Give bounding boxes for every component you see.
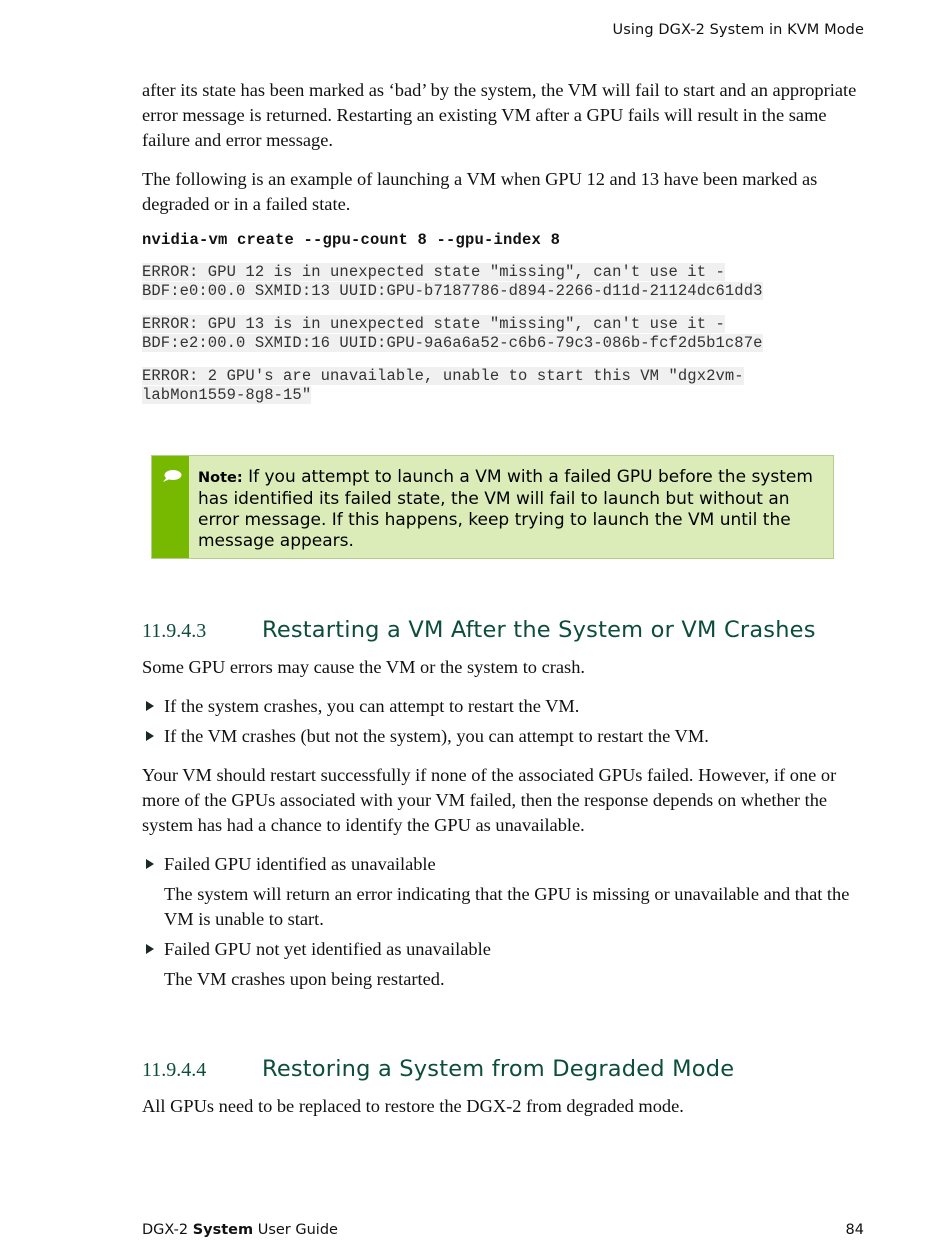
section-heading-restarting bbox=[142, 617, 864, 643]
error-3-line-1: ERROR: 2 GPU's are unavailable, unable to start this VM "dgx2vm- bbox=[142, 367, 744, 385]
bullet-triangle-icon bbox=[146, 731, 154, 741]
error-1-line-1: ERROR: GPU 12 is in unexpected state "missing", can't use it - bbox=[142, 263, 725, 281]
note-text: If you attempt to launch a VM with a failed GPU before the system has identified its failed state, the VM will fail to launch but without an error message. If this happens, keep trying to launch the VM until the message appears. bbox=[198, 467, 813, 551]
case-detail: The system will return an error indicating that the GPU is missing or unavailable and that the VM is unable to start. bbox=[164, 884, 850, 929]
paragraph-example-intro: The following is an example of launching a VM when GPU 12 and 13 have been marked as degraded or in a failed state. bbox=[142, 169, 818, 214]
error-block-3 bbox=[142, 367, 864, 405]
command-line: nvidia-vm create --gpu-count 8 --gpu-index 8 bbox=[142, 231, 561, 249]
section-heading-restoring bbox=[142, 1056, 864, 1082]
paragraph-crash-intro: Some GPU errors may cause the VM or the system to crash. bbox=[142, 657, 585, 677]
list-item bbox=[142, 852, 864, 932]
bullet-triangle-icon bbox=[146, 701, 154, 711]
error-block-2 bbox=[142, 315, 864, 353]
paragraph-failure: after its state has been marked as ‘bad’ by the system, the VM will fail to start and an appropriate error message is returned. Restarting an existing VM after a GPU fails will result in the same failure and error message. bbox=[142, 80, 857, 150]
section-number: 11.9.4.3 bbox=[142, 620, 207, 642]
case-detail: The VM crashes upon being restarted. bbox=[164, 969, 445, 989]
note-accent-bar bbox=[152, 456, 189, 558]
error-block-1 bbox=[142, 263, 864, 301]
paragraph-restore: All GPUs need to be replaced to restore the DGX-2 from degraded mode. bbox=[142, 1096, 684, 1116]
page-number: 84 bbox=[845, 1222, 864, 1238]
case-label: Failed GPU not yet identified as unavailable bbox=[164, 939, 491, 959]
paragraph-restart-outcome: Your VM should restart successfully if none of the associated GPUs failed. However, if one or more of the GPUs associated with your VM failed, then the response depends on whether the system has had a chance to identify the GPU as unavailable. bbox=[142, 765, 837, 835]
note-body bbox=[198, 467, 819, 552]
section-title: Restoring a System from Degraded Mode bbox=[262, 1056, 735, 1082]
case-bullet-list bbox=[142, 852, 864, 992]
error-3-line-2: labMon1559-8g8-15" bbox=[142, 386, 312, 404]
section-number: 11.9.4.4 bbox=[142, 1059, 207, 1081]
case-label: Failed GPU identified as unavailable bbox=[164, 854, 436, 874]
running-header: Using DGX-2 System in KVM Mode bbox=[612, 22, 864, 38]
error-1-line-2: BDF:e0:00.0 SXMID:13 UUID:GPU-b7187786-d894-2266-d11d-21124dc61dd3 bbox=[142, 282, 763, 300]
list-item bbox=[142, 937, 864, 992]
note-callout bbox=[151, 455, 834, 559]
bullet-triangle-icon bbox=[146, 859, 154, 869]
note-label: Note: bbox=[198, 470, 243, 486]
crash-bullet-list bbox=[142, 694, 864, 749]
error-2-line-1: ERROR: GPU 13 is in unexpected state "missing", can't use it - bbox=[142, 315, 725, 333]
section-title: Restarting a VM After the System or VM Crashes bbox=[262, 617, 816, 643]
list-item: If the system crashes, you can attempt to restart the VM. bbox=[142, 694, 864, 719]
error-2-line-2: BDF:e2:00.0 SXMID:16 UUID:GPU-9a6a6a52-c6b6-79c3-086b-fcf2d5b1c87e bbox=[142, 334, 763, 352]
speech-bubble-icon bbox=[162, 469, 182, 483]
page-content bbox=[142, 78, 864, 1133]
bullet-triangle-icon bbox=[146, 944, 154, 954]
footer-doc-title: DGX-2 System User Guide bbox=[142, 1222, 338, 1238]
list-item: If the VM crashes (but not the system), you can attempt to restart the VM. bbox=[142, 724, 864, 749]
